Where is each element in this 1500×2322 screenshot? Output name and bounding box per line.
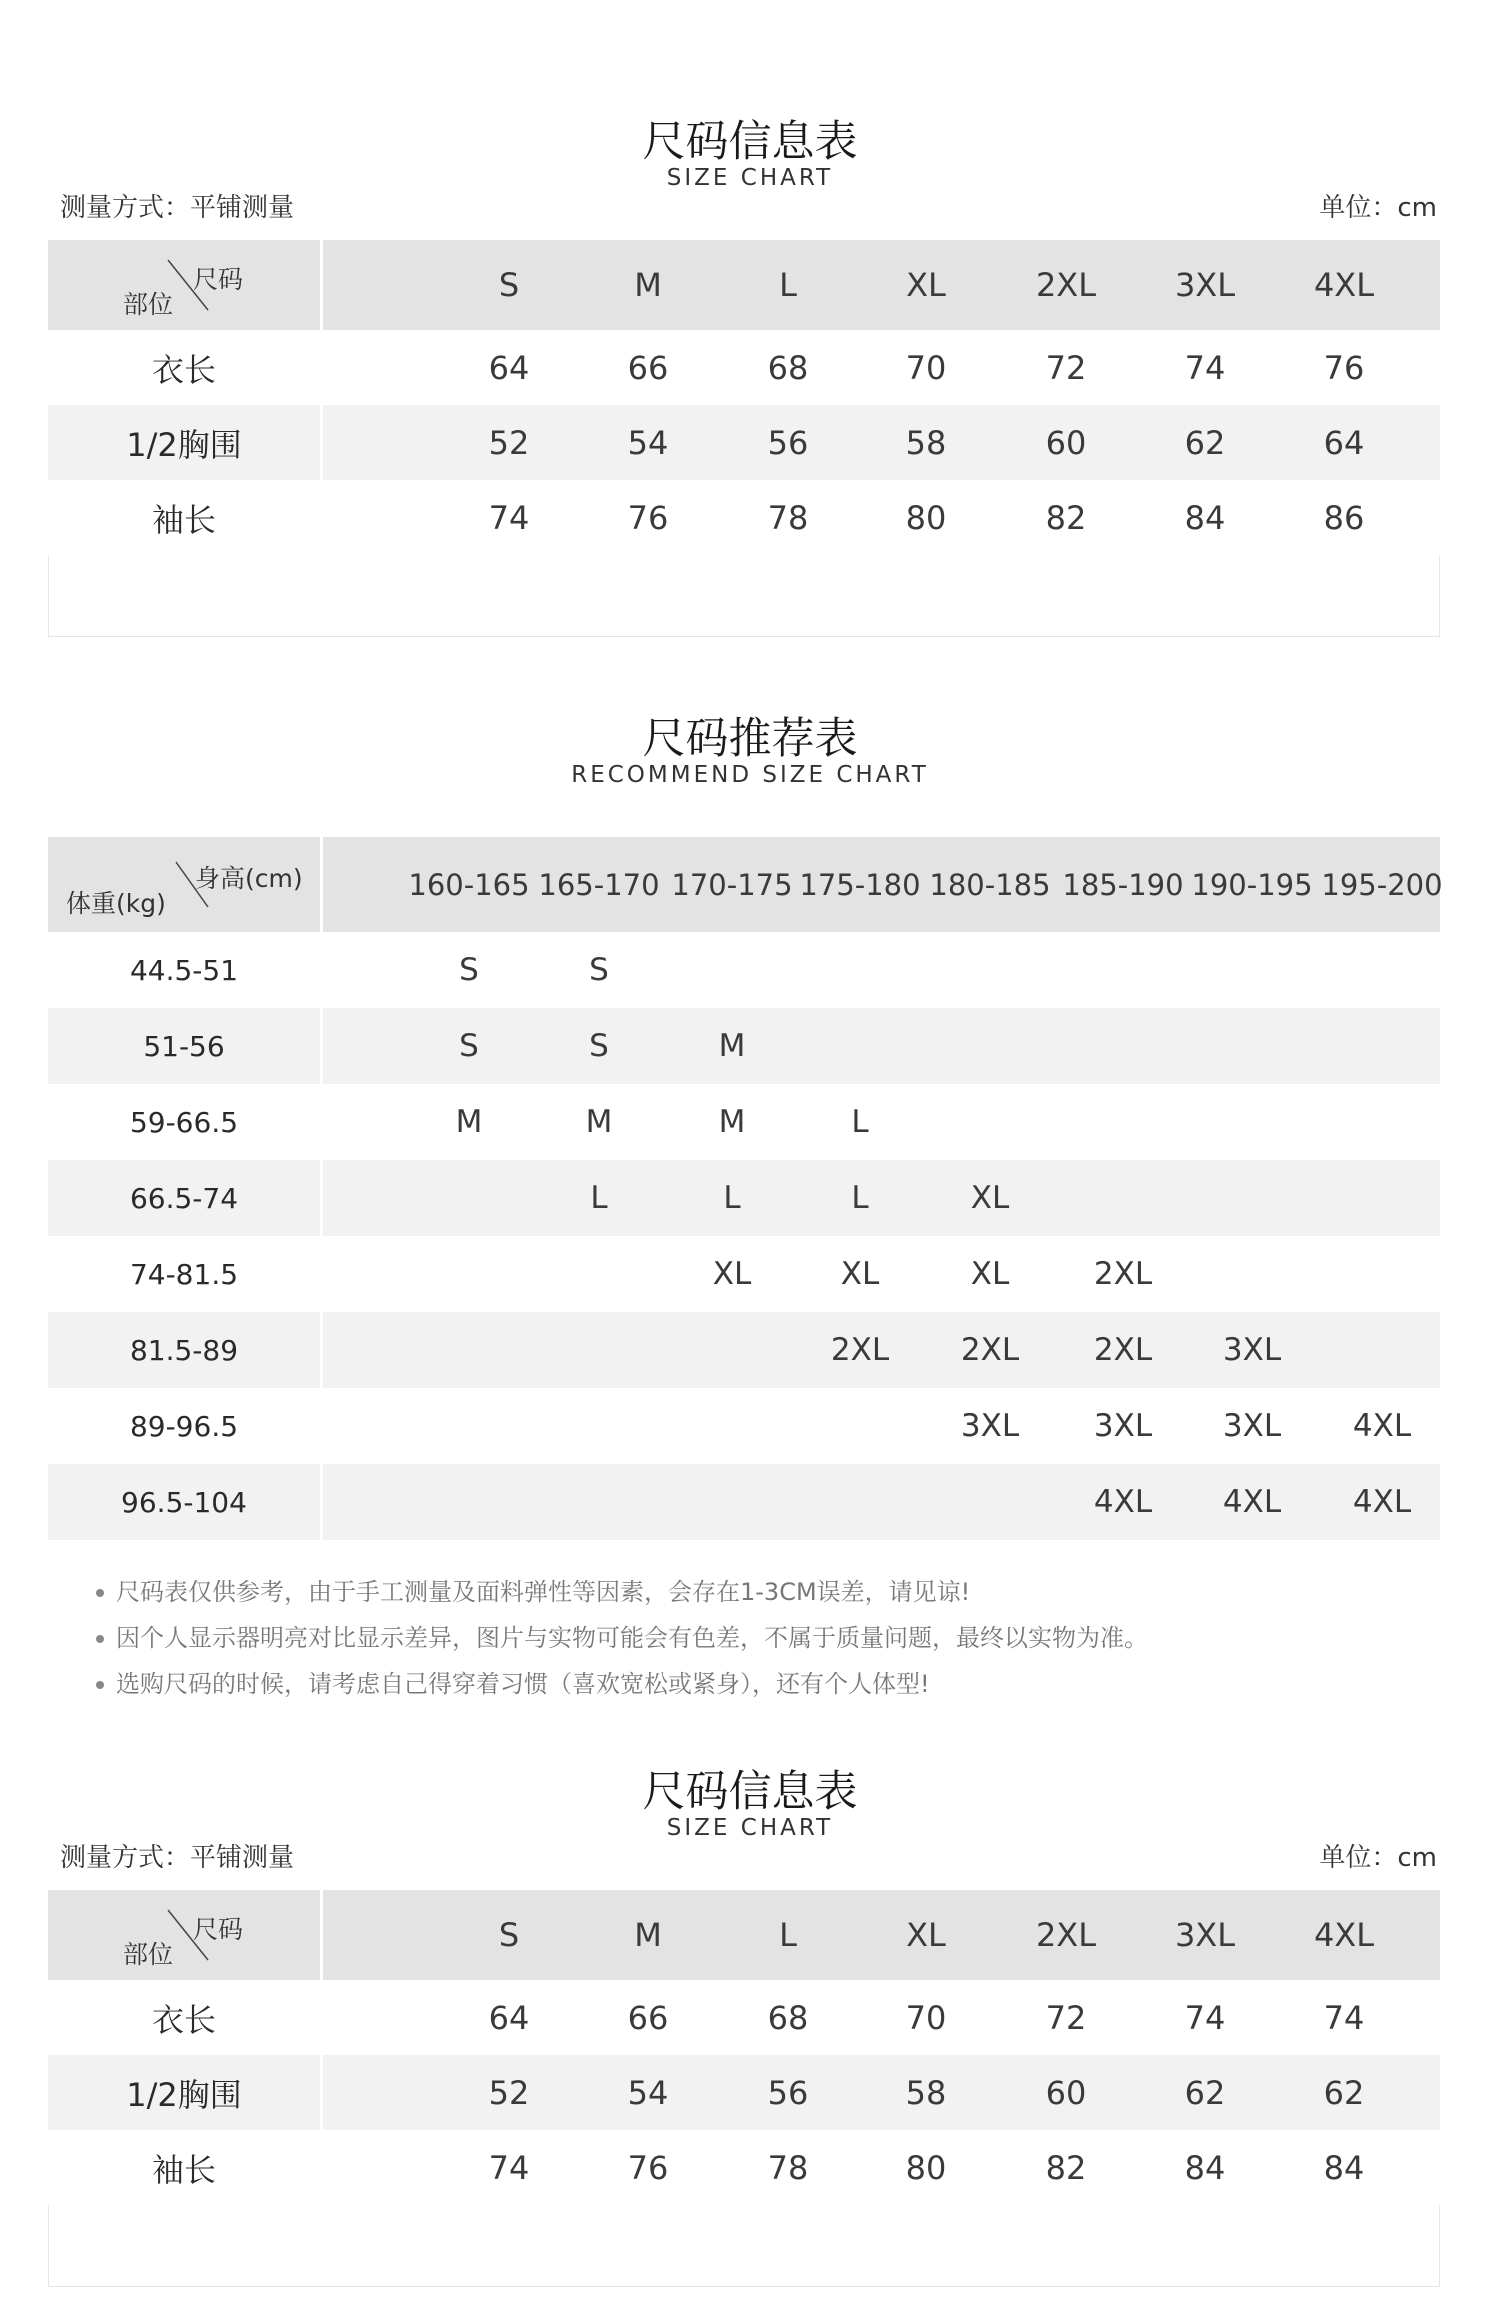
- table-cell: 80: [905, 498, 947, 537]
- table-cell: 80: [905, 2148, 947, 2187]
- row-label: 89-96.5: [129, 1409, 239, 1443]
- section-subtitle: SIZE CHART: [666, 165, 834, 191]
- table-cell: 74: [1184, 1998, 1226, 2037]
- table-cell: 4XL: [1352, 1408, 1412, 1444]
- measure-method: 测量方式：平铺测量: [60, 1843, 295, 1873]
- size-header-cell: 4XL: [1313, 266, 1375, 304]
- row-label: 袖长: [151, 500, 216, 539]
- table-cell: XL: [712, 1256, 752, 1292]
- height-header-cell: 170-175: [671, 867, 793, 902]
- row-label: 1/2胸围: [126, 425, 242, 464]
- table-cell: 70: [905, 1998, 947, 2037]
- header-cells: [323, 1890, 1440, 1980]
- table-cell: 52: [488, 2073, 530, 2112]
- corner-top-label: 尺码: [193, 1915, 244, 1944]
- height-header-cell: 160-165: [408, 867, 530, 902]
- table-cell: 72: [1045, 1998, 1087, 2037]
- table-cell: M: [455, 1104, 483, 1140]
- size-info-table: [48, 1890, 1440, 2287]
- height-header-cell: 175-180: [799, 867, 921, 902]
- height-header-cell: 195-200: [1321, 867, 1443, 902]
- note-text: 因个人显示器明亮对比显示差异，图片与实物可能会有色差，不属于质量问题，最终以实物为准。: [116, 1624, 1148, 1652]
- size-header-cell: 3XL: [1174, 1916, 1236, 1954]
- table-cell: S: [459, 952, 479, 988]
- table-cell: 74: [488, 498, 530, 537]
- table-cell: 52: [488, 423, 530, 462]
- table-cell: L: [851, 1104, 869, 1140]
- table-cell: XL: [840, 1256, 880, 1292]
- table-cell: 58: [905, 2073, 947, 2112]
- corner-bottom-label: 部位: [123, 1940, 174, 1969]
- size-header-cell: M: [634, 266, 662, 304]
- table-cell: 68: [767, 1998, 809, 2037]
- table-cell: 54: [627, 423, 669, 462]
- table-cell: 72: [1045, 348, 1087, 387]
- size-header-cell: 2XL: [1035, 1916, 1097, 1954]
- section-title: 尺码推荐表: [642, 714, 858, 764]
- corner-top-label: 身高(cm): [195, 864, 303, 893]
- table-cell: 82: [1045, 498, 1087, 537]
- row-label: 1/2胸围: [126, 2075, 242, 2114]
- table-cell: 54: [627, 2073, 669, 2112]
- table-cell: 84: [1184, 2148, 1226, 2187]
- table-cell: 2XL: [960, 1332, 1020, 1368]
- table-cell: 62: [1184, 423, 1226, 462]
- table-cell: 74: [1184, 348, 1226, 387]
- section-title: 尺码信息表: [642, 117, 858, 167]
- table-cell: 60: [1045, 423, 1087, 462]
- table-cell: M: [585, 1104, 613, 1140]
- table-cell: 56: [767, 2073, 809, 2112]
- table-row: [48, 2055, 1440, 2130]
- size-header-cell: S: [498, 266, 520, 304]
- row-label: 袖长: [151, 2150, 216, 2189]
- row-label: 59-66.5: [129, 1105, 239, 1139]
- table-cell: L: [590, 1180, 608, 1216]
- row-label: 81.5-89: [129, 1333, 239, 1367]
- table-cell: 76: [1323, 348, 1365, 387]
- note-text: 尺码表仅供参考，由于手工测量及面料弹性等因素，会存在1-3CM误差，请见谅!: [116, 1578, 971, 1606]
- height-header-cell: 180-185: [929, 867, 1051, 902]
- table-cell: XL: [970, 1180, 1010, 1216]
- table-cell: S: [589, 1028, 609, 1064]
- table-cell: XL: [970, 1256, 1010, 1292]
- size-header-cell: XL: [906, 1916, 946, 1954]
- row-label: 51-56: [143, 1029, 225, 1063]
- note-text: 选购尺码的时候，请考虑自己得穿着习惯（喜欢宽松或紧身），还有个人体型!: [116, 1670, 930, 1698]
- table-cell: 56: [767, 423, 809, 462]
- row-cells: [323, 2055, 1440, 2130]
- size-header-cell: L: [779, 1916, 797, 1954]
- size-header-cell: XL: [906, 266, 946, 304]
- table-cell: 58: [905, 423, 947, 462]
- unit-label: 单位：cm: [1319, 193, 1437, 223]
- row-label: 74-81.5: [129, 1257, 239, 1291]
- section-title: 尺码信息表: [642, 1767, 858, 1817]
- table-cell: 3XL: [1222, 1332, 1282, 1368]
- measure-method: 测量方式：平铺测量: [60, 193, 295, 223]
- table-cell: 76: [627, 2148, 669, 2187]
- table-cell: 74: [488, 2148, 530, 2187]
- table-cell: 64: [1323, 423, 1365, 462]
- row-cells: [323, 2130, 1440, 2205]
- size-header-cell: L: [779, 266, 797, 304]
- table-cell: 2XL: [1093, 1256, 1153, 1292]
- table-header-row: [48, 1890, 1440, 1980]
- table-cell: 78: [767, 498, 809, 537]
- table-cell: 66: [627, 1998, 669, 2037]
- section-subtitle: SIZE CHART: [666, 1815, 834, 1841]
- table-cell: L: [851, 1180, 869, 1216]
- table-cell: M: [718, 1028, 746, 1064]
- table-row: [48, 1980, 1440, 2055]
- size-header-cell: 4XL: [1313, 1916, 1375, 1954]
- section-subtitle: RECOMMEND SIZE CHART: [571, 762, 929, 788]
- table-cell: 2XL: [1093, 1332, 1153, 1368]
- table-cell: 84: [1323, 2148, 1365, 2187]
- table-cell: 4XL: [1093, 1484, 1153, 1520]
- corner-diagonal-line: [48, 1890, 320, 1980]
- table-cell: 4XL: [1352, 1484, 1412, 1520]
- table-cell: 62: [1184, 2073, 1226, 2112]
- table-cell: 86: [1323, 498, 1365, 537]
- table-cell: 68: [767, 348, 809, 387]
- table-cell: S: [589, 952, 609, 988]
- size-header-cell: 3XL: [1174, 266, 1236, 304]
- height-header-cell: 190-195: [1191, 867, 1313, 902]
- table-cell: 60: [1045, 2073, 1087, 2112]
- table-cell: 70: [905, 348, 947, 387]
- size-header-cell: M: [634, 1916, 662, 1954]
- corner-bottom-label: 体重(kg): [66, 889, 166, 918]
- row-label: 衣长: [151, 350, 216, 389]
- table-cell: 3XL: [960, 1408, 1020, 1444]
- row-cells: [323, 1980, 1440, 2055]
- table-cell: 2XL: [830, 1332, 890, 1368]
- row-label: 衣长: [151, 2000, 216, 2039]
- table-cell: 76: [627, 498, 669, 537]
- unit-label: 单位：cm: [1319, 1843, 1437, 1873]
- row-label: 66.5-74: [129, 1181, 239, 1215]
- table-cell: M: [718, 1104, 746, 1140]
- table-cell: 4XL: [1222, 1484, 1282, 1520]
- height-header-cell: 165-170: [538, 867, 660, 902]
- table-cell: S: [459, 1028, 479, 1064]
- table-cell: 84: [1184, 498, 1226, 537]
- size-header-cell: 2XL: [1035, 266, 1097, 304]
- table-corner-cell: [48, 1890, 320, 1980]
- table-cell: 66: [627, 348, 669, 387]
- table-cell: 64: [488, 348, 530, 387]
- table-cell: 64: [488, 1998, 530, 2037]
- row-label: 44.5-51: [129, 953, 239, 987]
- table-cell: L: [723, 1180, 741, 1216]
- table-cell: 3XL: [1093, 1408, 1153, 1444]
- size-header-cell: S: [498, 1916, 520, 1954]
- table-row: [48, 2130, 1440, 2205]
- height-header-cell: 185-190: [1062, 867, 1184, 902]
- table-cell: 3XL: [1222, 1408, 1282, 1444]
- table-cell: 78: [767, 2148, 809, 2187]
- corner-top-label: 尺码: [193, 265, 244, 294]
- table-cell: 74: [1323, 1998, 1365, 2037]
- table-cell: 82: [1045, 2148, 1087, 2187]
- table-cell: 62: [1323, 2073, 1365, 2112]
- row-label: 96.5-104: [121, 1485, 247, 1519]
- corner-bottom-label: 部位: [123, 290, 174, 319]
